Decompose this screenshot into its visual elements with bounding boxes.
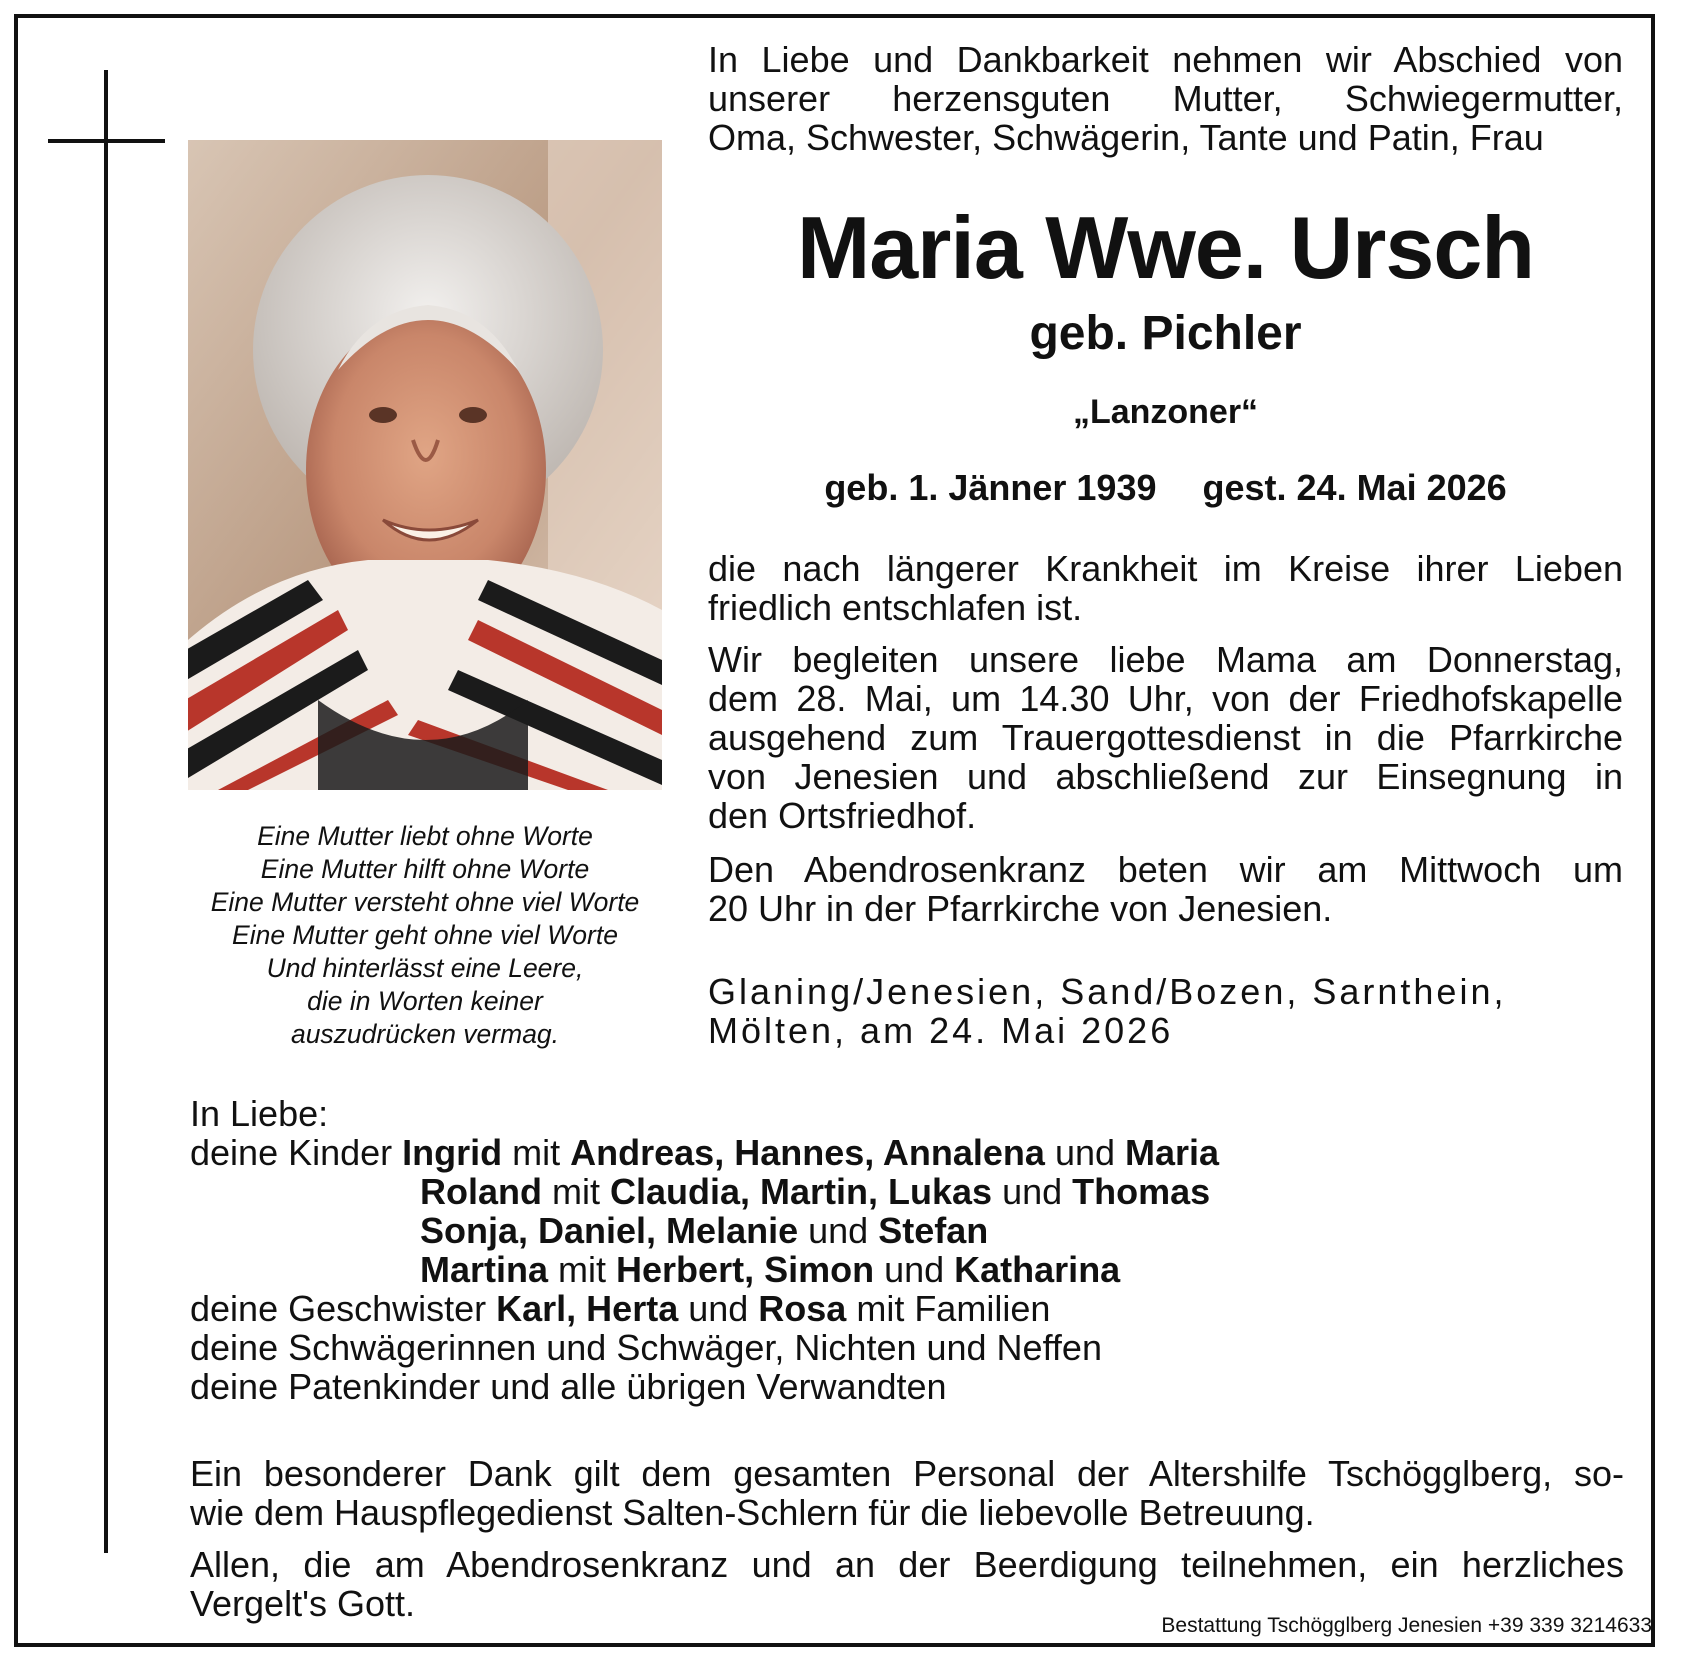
text-line: Den Abendrosenkranz beten wir am Mittwoch um — [708, 849, 1623, 890]
child-name: Ingrid — [402, 1132, 503, 1173]
connector: und — [874, 1249, 955, 1290]
connector: mit — [542, 1171, 610, 1212]
family-row — [190, 1289, 1590, 1328]
poem-line: Und hinterlässt eine Leere, — [266, 953, 584, 983]
connector: und — [1044, 1132, 1126, 1173]
cross-icon-beam — [48, 139, 165, 143]
family-names: Karl, Herta — [496, 1288, 679, 1329]
birth-date: geb. 1. Jänner 1939 — [824, 467, 1157, 508]
family-row — [190, 1250, 1590, 1289]
family-names: Thomas — [1072, 1171, 1211, 1212]
text-line: den Ortsfriedhof. — [708, 795, 977, 836]
family-names: Andreas, Hannes, Annalena — [570, 1132, 1045, 1173]
family-names: Katharina — [954, 1249, 1121, 1290]
portrait-illustration — [188, 140, 662, 790]
connector: und — [678, 1288, 759, 1329]
family-names: Stefan — [878, 1210, 989, 1251]
deceased-name: Maria Wwe. Ursch — [796, 198, 1535, 297]
cross-icon — [104, 70, 108, 1553]
paragraph-passing — [708, 549, 1623, 627]
paragraph-rosary — [708, 850, 1623, 928]
family-list — [190, 1094, 1590, 1406]
text-line: Ein besonderer Dank gilt dem gesamten Personal der Altershilfe Tschögglberg, so- — [190, 1453, 1624, 1494]
text-line: von Jenesien und abschließend zur Einsegnung in — [708, 756, 1623, 797]
connector: mit — [502, 1132, 571, 1173]
family-names: Rosa — [758, 1288, 847, 1329]
poem-line: Eine Mutter versteht ohne viel Worte — [210, 887, 640, 917]
family-heading: In Liebe: — [190, 1093, 329, 1134]
family-suffix: mit Familien — [846, 1288, 1051, 1329]
death-date: gest. 24. Mai 2026 — [1202, 467, 1507, 508]
text-line: Mölten, am 24. Mai 2026 — [708, 1010, 1174, 1051]
connector: mit — [548, 1249, 617, 1290]
poem-line: Eine Mutter geht ohne viel Worte — [232, 920, 618, 950]
intro-line: Oma, Schwester, Schwägerin, Tante und Patin, Frau — [708, 117, 1544, 158]
text-line: die nach längerer Krankheit im Kreise ihrer Lieben — [708, 548, 1623, 589]
poem-line: Eine Mutter hilft ohne Worte — [260, 854, 590, 884]
family-names: Claudia, Martin, Lukas — [610, 1171, 993, 1212]
family-names: Herbert, Simon — [616, 1249, 875, 1290]
text-line: Vergelt's Gott. — [190, 1583, 415, 1624]
poem-line: auszudrücken vermag. — [290, 1019, 560, 1049]
intro-line: In Liebe und Dankbarkeit nehmen wir Abschied von — [708, 39, 1623, 80]
poem — [178, 820, 672, 1051]
connector: und — [798, 1210, 879, 1251]
family-row — [190, 1133, 1590, 1172]
connector: und — [992, 1171, 1073, 1212]
portrait-photo — [188, 140, 662, 790]
text-line: Glaning/Jenesien, Sand/Bozen, Sarnthein, — [708, 971, 1507, 1012]
intro-line: unserer herzensguten Mutter, Schwiegermutter, — [708, 78, 1623, 119]
text-line: ausgehend zum Trauergottesdienst in die Pfarrkirche — [708, 717, 1623, 758]
family-label: deine Kinder — [190, 1132, 403, 1173]
text-line: Allen, die am Abendrosenkranz und an der Beerdigung teilnehmen, ein herzliches — [190, 1544, 1624, 1585]
family-row: deine Patenkinder und alle übrigen Verwandten — [190, 1366, 947, 1407]
poem-line: die in Worten keiner — [307, 986, 543, 1016]
thanks-paragraph — [190, 1454, 1624, 1532]
family-names: Maria — [1125, 1132, 1220, 1173]
family-row: deine Schwägerinnen und Schwäger, Nichten und Neffen — [190, 1327, 1102, 1368]
text-line: wie dem Hauspflegedienst Salten-Schlern für die liebevolle Betreuung. — [190, 1492, 1315, 1533]
family-label: deine Geschwister — [190, 1288, 497, 1329]
text-line: 20 Uhr in der Pfarrkirche von Jenesien. — [708, 888, 1333, 929]
paragraph-funeral — [708, 640, 1623, 835]
child-name: Roland — [420, 1171, 542, 1212]
text-line: dem 28. Mai, um 14.30 Uhr, von der Friedhofskapelle — [708, 678, 1623, 719]
text-line: friedlich entschlafen ist. — [708, 587, 1083, 628]
text-line: Wir begleiten unsere liebe Mama am Donnerstag, — [708, 639, 1623, 680]
family-row — [190, 1211, 1590, 1250]
nickname: „Lanzoner“ — [1072, 393, 1259, 431]
family-names: Sonja, Daniel, Melanie — [420, 1210, 799, 1251]
intro-text — [708, 40, 1623, 157]
closing-paragraph — [190, 1545, 1624, 1623]
family-row — [190, 1172, 1590, 1211]
life-dates — [708, 466, 1623, 510]
child-name: Martina — [420, 1249, 549, 1290]
birth-name: geb. Pichler — [1029, 307, 1302, 360]
funeral-home-footer: Bestattung Tschögglberg Jenesien +39 339 3214633 — [1161, 1614, 1652, 1637]
poem-line: Eine Mutter liebt ohne Worte — [257, 821, 593, 851]
place-date — [708, 972, 1623, 1050]
